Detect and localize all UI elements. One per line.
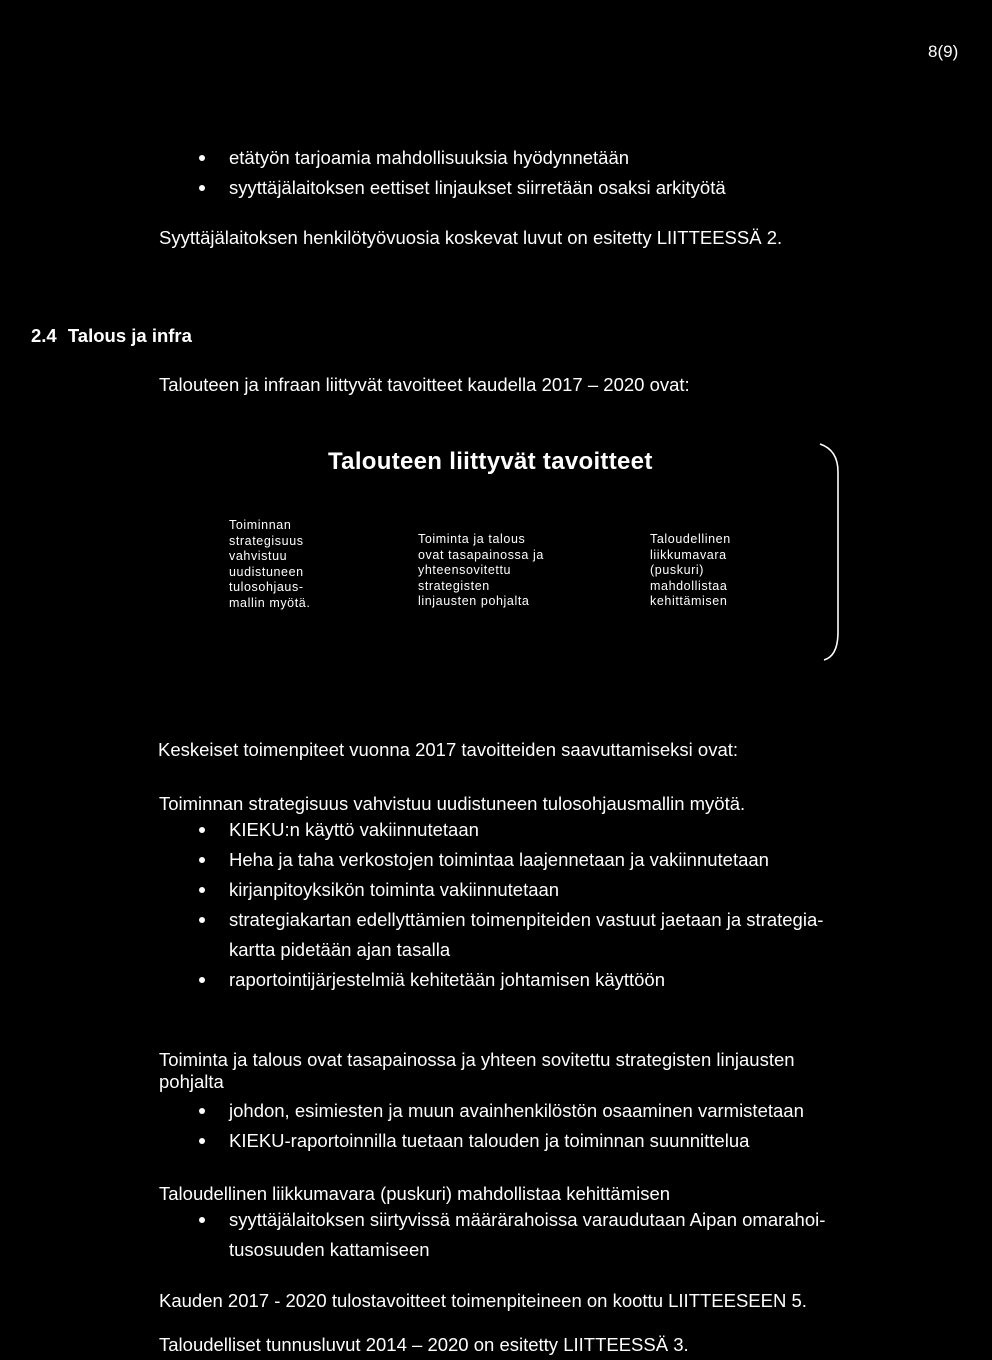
list-item: KIEKU:n käyttö vakiinnutetaan xyxy=(229,815,823,845)
bullet-icon xyxy=(199,1138,205,1144)
list-item-continuation: tusosuuden kattamiseen xyxy=(229,1239,430,1260)
group3-bullet-list xyxy=(229,1205,825,1265)
bullet-icon xyxy=(199,887,205,893)
bullet-icon xyxy=(199,1217,205,1223)
diagram-column-3: Taloudellinen liikkumavara (puskuri) mahdollistaa kehittämisen xyxy=(650,532,731,608)
list-item: KIEKU-raportoinnilla tuetaan talouden ja toiminnan suunnittelua xyxy=(229,1126,804,1156)
diagram-bracket xyxy=(818,442,848,664)
list-item-continuation: kartta pidetään ajan tasalla xyxy=(229,939,451,960)
bullet-icon xyxy=(199,185,205,191)
list-item: Heha ja taha verkostojen toimintaa laajennetaan ja vakiinnutetaan xyxy=(229,845,823,875)
bullet-icon xyxy=(199,155,205,161)
section-heading xyxy=(31,325,192,347)
section-title: Talous ja infra xyxy=(67,325,192,346)
bullet-icon xyxy=(199,977,205,983)
list-item: kirjanpitoyksikön toiminta vakiinnutetaan xyxy=(229,875,823,905)
group1-bullet-list xyxy=(229,815,823,995)
page-number: 8(9) xyxy=(928,42,959,61)
bullet-icon xyxy=(199,1108,205,1114)
group2-heading: Toiminta ja talous ovat tasapainossa ja yhteen sovitettu strategisten linjausten pohjalta xyxy=(159,1049,795,1092)
closing-line-2: Taloudelliset tunnusluvut 2014 – 2020 on esitetty LIITTEESSÄ 3. xyxy=(159,1334,689,1355)
bullet-icon xyxy=(199,827,205,833)
intro-paragraph: Syyttäjälaitoksen henkilötyövuosia koskevat luvut on esitetty LIITTEESSÄ 2. xyxy=(159,227,783,248)
list-item: raportointijärjestelmiä kehitetään johtamisen käyttöön xyxy=(229,965,823,995)
intro-bullet-list xyxy=(229,143,726,203)
list-item: syyttäjälaitoksen eettiset linjaukset siirretään osaksi arkityötä xyxy=(229,173,726,203)
list-item: etätyön tarjoamia mahdollisuuksia hyödynnetään xyxy=(229,143,726,173)
diagram-title: Talouteen liittyvät tavoitteet xyxy=(328,448,653,475)
diagram-column-1: Toiminnan strategisuus vahvistuu uudistuneen tulosohjaus- mallin myötä. xyxy=(229,518,311,610)
group1-heading: Toiminnan strategisuus vahvistuu uudistuneen tulosohjausmallin myötä. xyxy=(159,793,746,814)
bullet-icon xyxy=(199,917,205,923)
bullet-icon xyxy=(199,857,205,863)
group2-bullet-list xyxy=(229,1096,804,1156)
section-number: 2.4 xyxy=(31,325,57,346)
group3-heading: Taloudellinen liikkumavara (puskuri) mahdollistaa kehittämisen xyxy=(159,1183,671,1204)
diagram-column-2: Toiminta ja talous ovat tasapainossa ja yhteensovitettu strategisten linjausten pohjalta xyxy=(418,532,544,608)
list-item: syyttäjälaitoksen siirtyvissä määrärahoissa varaudutaan Aipan omarahoi- xyxy=(229,1205,825,1235)
list-item: johdon, esimiesten ja muun avainhenkilöstön osaaminen varmistetaan xyxy=(229,1096,804,1126)
closing-line-1: Kauden 2017 - 2020 tulostavoitteet toimenpiteineen on koottu LIITTEESEEN 5. xyxy=(159,1290,807,1311)
key-measures-intro: Keskeiset toimenpiteet vuonna 2017 tavoitteiden saavuttamiseksi ovat: xyxy=(158,739,739,760)
section-intro: Talouteen ja infraan liittyvät tavoitteet kaudella 2017 – 2020 ovat: xyxy=(159,374,690,395)
list-item: strategiakartan edellyttämien toimenpiteiden vastuut jaetaan ja strategia- xyxy=(229,905,823,935)
